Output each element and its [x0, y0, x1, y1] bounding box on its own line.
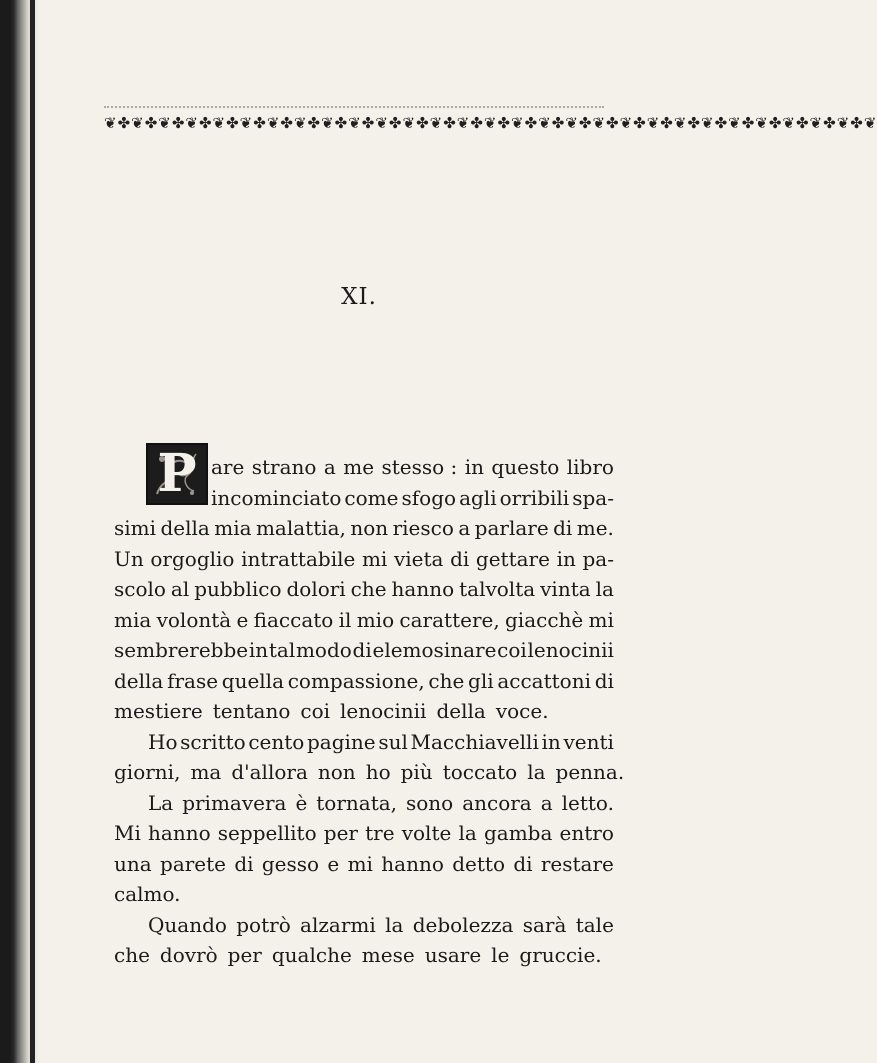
text-word: debolezza: [412, 912, 514, 937]
text-word: volte: [401, 821, 452, 845]
text-word: lenocinii: [340, 699, 427, 723]
text-word: in: [248, 638, 269, 662]
text-word: la: [458, 821, 477, 845]
text-word: le: [491, 943, 510, 967]
text-word: strano: [251, 455, 317, 479]
text-word: lenocinii: [527, 638, 614, 662]
text-line: [114, 666, 614, 697]
text-word: talvolta: [459, 577, 536, 601]
text-word: mi: [588, 607, 614, 632]
text-word: giacchè: [505, 607, 584, 632]
text-word: dovrò: [159, 943, 218, 967]
text-word: parlare: [474, 516, 549, 540]
text-word: gruccie.: [519, 943, 602, 967]
text-word: della: [436, 699, 486, 723]
text-word: parete: [160, 851, 227, 876]
text-word: di: [553, 516, 573, 540]
text-word: me.: [576, 516, 614, 540]
text-word: stesso :: [381, 455, 458, 479]
text-word: spa-: [572, 485, 614, 510]
text-word: mia: [114, 607, 152, 632]
text-line: [114, 879, 614, 910]
text-word: gli: [468, 668, 494, 693]
text-word: restare: [540, 851, 614, 876]
text-word: questo: [491, 455, 560, 479]
text-word: ancora: [462, 790, 532, 815]
text-word: carattere,: [399, 607, 500, 632]
text-word: detto: [452, 851, 505, 876]
text-word: il: [338, 607, 352, 632]
text-word: che: [114, 943, 150, 967]
text-word: libro: [566, 455, 614, 479]
text-word: letto.: [561, 790, 614, 815]
text-word: che: [428, 668, 465, 693]
text-word: sono: [405, 790, 454, 815]
text-word: tale: [575, 912, 614, 937]
text-word: tornata,: [316, 790, 398, 815]
text-word: potrò: [236, 912, 291, 937]
ornament-dotted-rule: [104, 106, 604, 114]
text-word: quella: [221, 668, 285, 693]
text-word: è: [295, 790, 308, 815]
text-line: [114, 696, 614, 727]
text-word: in: [464, 455, 484, 479]
text-word: ho: [365, 760, 391, 784]
text-word: frase: [167, 668, 219, 693]
text-word: are: [211, 455, 245, 479]
text-word: hanno: [391, 577, 455, 601]
text-word: d'allora: [231, 760, 308, 784]
text-word: per: [227, 943, 262, 967]
text-word: incominciato: [211, 485, 342, 510]
text-word: tentano: [212, 699, 291, 723]
text-word: della: [114, 668, 164, 693]
text-word: orgoglio: [150, 546, 235, 571]
text-line: [114, 635, 614, 666]
text-line: [114, 727, 614, 758]
text-word: pa-: [582, 546, 614, 571]
dropcap-initial: [146, 443, 208, 505]
text-line: [114, 818, 614, 849]
text-word: tre: [365, 821, 395, 845]
text-word: mio: [356, 607, 395, 632]
text-word: venti: [563, 729, 614, 754]
text-line: [114, 757, 625, 788]
chapter-title: XI.: [341, 284, 377, 310]
text-word: penna.: [555, 760, 625, 784]
text-word: di: [234, 851, 254, 876]
text-word: accattoni: [497, 668, 591, 693]
text-line: [114, 513, 614, 544]
text-word: hanno: [148, 821, 211, 845]
text-word: Un: [114, 546, 144, 571]
text-word: toccato: [442, 760, 518, 784]
text-word: fiaccato: [253, 607, 334, 632]
text-line: [114, 940, 614, 971]
text-word: la: [527, 760, 546, 784]
text-word: ma: [190, 760, 222, 784]
text-word: mi: [347, 851, 373, 876]
text-line: [114, 910, 614, 941]
text-word: mese: [361, 943, 415, 967]
text-word: in: [556, 546, 576, 571]
text-word: Ho: [148, 729, 178, 754]
text-word: una: [114, 851, 152, 876]
book-spine: [30, 0, 35, 1063]
text-word: la: [595, 577, 614, 601]
text-word: modo: [295, 638, 352, 662]
text-word: della: [160, 516, 210, 540]
text-word: e: [327, 851, 340, 876]
text-word: alzarmi: [300, 912, 376, 937]
text-word: voce.: [495, 699, 549, 723]
text-word: di: [352, 638, 372, 662]
text-word: simi: [114, 516, 157, 540]
text-word: intrattabile: [241, 546, 356, 571]
text-word: per: [323, 821, 358, 845]
text-word: più: [400, 760, 433, 784]
text-line: [114, 605, 614, 636]
text-word: seppellito: [217, 821, 317, 845]
text-word: gesso: [261, 851, 320, 876]
text-word: a: [540, 790, 553, 815]
text-word: elemosinare: [372, 638, 497, 662]
text-word: Quando: [148, 912, 227, 937]
text-word: mestiere: [114, 699, 203, 723]
text-word: pubblico: [194, 577, 282, 601]
text-word: volontà: [156, 607, 232, 632]
text-word: sul: [378, 729, 408, 754]
text-word: coi: [497, 638, 527, 662]
text-word: pagine: [307, 729, 376, 754]
text-word: dolori: [286, 577, 346, 601]
text-word: primavera: [182, 790, 287, 815]
text-word: coi: [300, 699, 331, 723]
text-word: qualche: [271, 943, 352, 967]
text-word: scolo: [114, 577, 166, 601]
text-word: sarà: [522, 912, 567, 937]
text-word: a: [323, 455, 336, 479]
text-word: come: [344, 485, 399, 510]
text-line: [114, 574, 614, 605]
text-word: riesco: [392, 516, 454, 540]
text-word: in: [541, 729, 561, 754]
text-word: non: [317, 760, 356, 784]
text-word: compassione,: [287, 668, 425, 693]
text-word: me: [343, 455, 375, 479]
text-word: gettare: [475, 546, 550, 571]
text-word: tal: [268, 638, 296, 662]
text-word: Mi: [114, 821, 141, 845]
text-word: entro: [559, 821, 614, 845]
text-line: [114, 849, 614, 880]
text-word: agli: [459, 485, 497, 510]
text-word: e: [236, 607, 249, 632]
text-word: non: [350, 516, 389, 540]
text-line: [114, 788, 614, 819]
text-word: hanno: [381, 851, 444, 876]
dropcap-letter: P: [157, 443, 197, 504]
text-word: vinta: [540, 577, 591, 601]
text-word: sfogo: [401, 485, 457, 510]
text-word: giorni,: [114, 760, 181, 784]
text-word: mia: [214, 516, 252, 540]
text-word: di: [450, 546, 470, 571]
ornament-border-row: ❦✤❦✤❦✤❦✤❦✤❦✤❦✤❦✤❦✤❦✤❦✤❦✤❦✤❦✤❦✤❦✤❦✤❦✤❦✤❦✤❦✤❦✤❦✤❦✤❦✤❦✤❦✤❦✤❦: [104, 114, 877, 132]
text-word: malattia,: [255, 516, 346, 540]
text-word: vieta: [393, 546, 444, 571]
text-word: di: [513, 851, 533, 876]
text-line: [114, 544, 614, 575]
text-word: scritto: [180, 729, 246, 754]
text-word: a: [458, 516, 471, 540]
text-word: usare: [424, 943, 482, 967]
text-word: calmo.: [114, 882, 181, 906]
text-word: al: [170, 577, 190, 601]
text-word: gamba: [483, 821, 553, 845]
text-word: cento: [248, 729, 305, 754]
text-word: la: [385, 912, 404, 937]
chapter-body-text: [114, 443, 625, 971]
text-word: di: [594, 668, 614, 693]
text-word: sembrerebbe: [114, 638, 249, 662]
text-word: Macchiavelli: [410, 729, 539, 754]
header-ornament: [104, 106, 877, 136]
text-word: orribili: [499, 485, 570, 510]
text-word: La: [148, 790, 174, 815]
text-word: mi: [361, 546, 388, 571]
text-word: che: [350, 577, 387, 601]
